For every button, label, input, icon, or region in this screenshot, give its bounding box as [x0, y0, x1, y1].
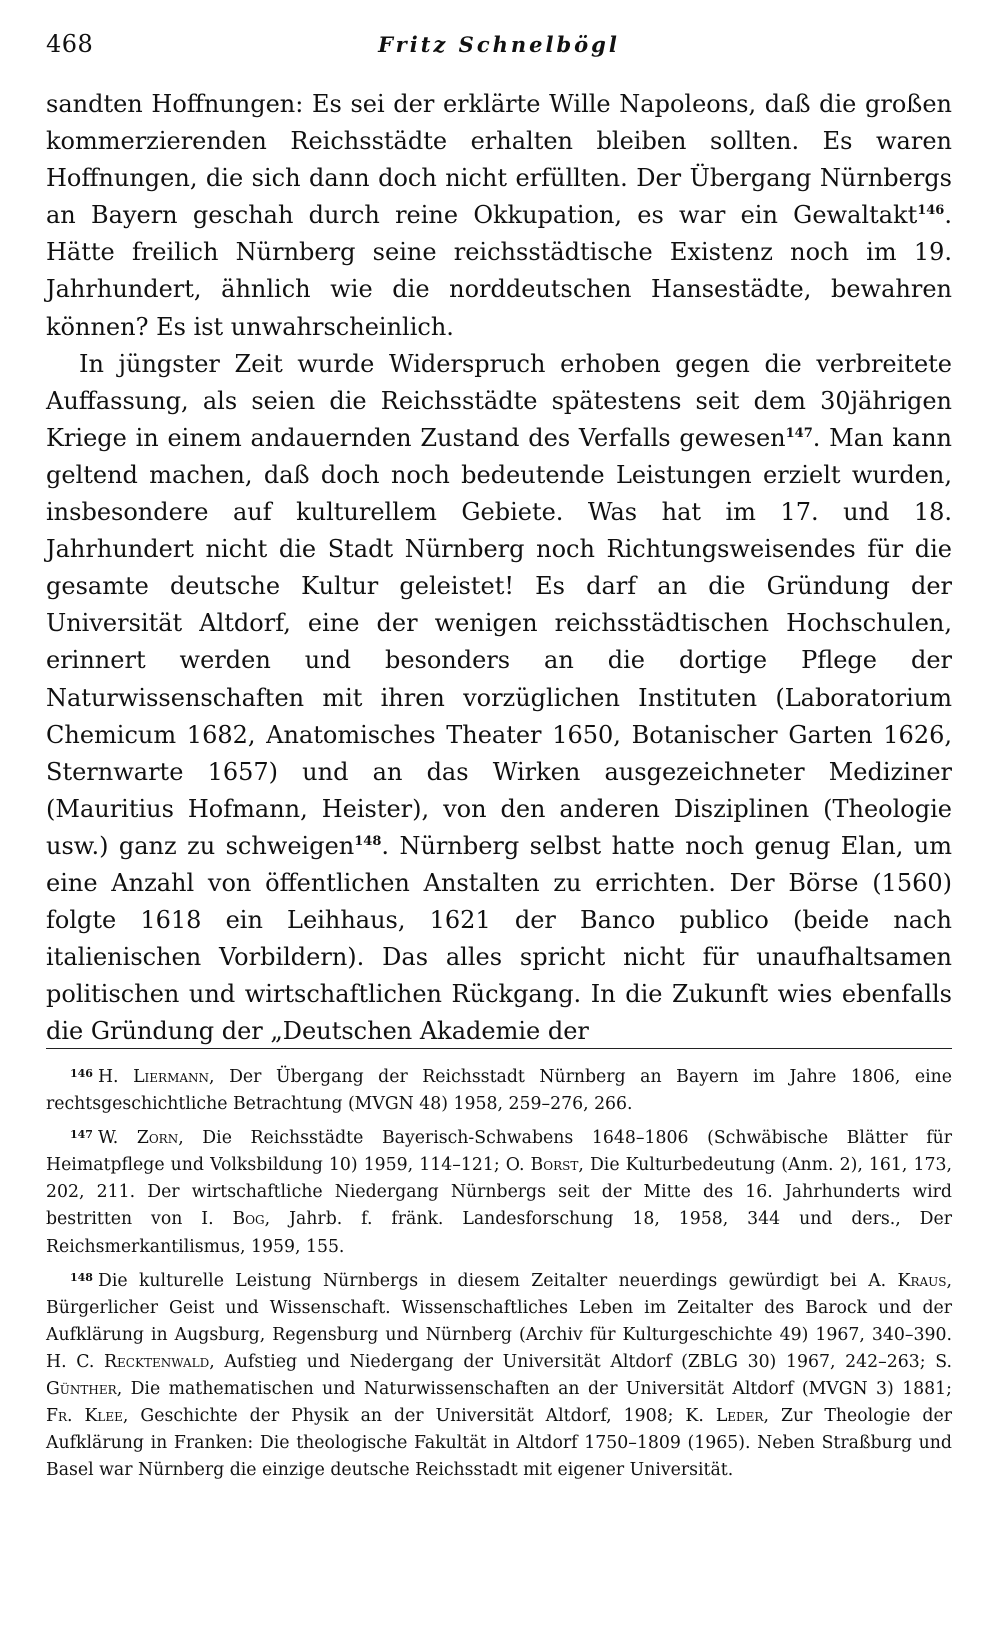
- footnote-text: , Der Übergang der Reichsstadt Nürnberg an Bayern im Jahre 1806, eine rechtsgeschichtliche Betrachtung (MVGN 48) 1958, 259–276, 266.: [46, 1067, 952, 1115]
- footnote-author: Fr. Klee: [46, 1406, 123, 1427]
- paragraph-2: [46, 346, 952, 1051]
- footnote-author: O. Borst: [505, 1155, 579, 1176]
- footnote-text: , Jahrb. f. fränk. Landesforschung 18, 1958, 344 und ders., Der Reichsmerkantilismus, 1959, 155.: [46, 1209, 953, 1257]
- footnote-text: , Die mathematischen und Naturwissenschaften an der Universität Altdorf (MVGN 3) 1881;: [116, 1379, 952, 1400]
- footnote-ref-146[interactable]: 146: [917, 203, 945, 219]
- footnote-author: H. Liermann: [97, 1067, 210, 1087]
- footnote-number: 148: [70, 1270, 93, 1284]
- page-number: 468: [46, 30, 94, 58]
- footnote-text: , Die Reichsstädte Bayerisch-Schwabens 1648–1806 (Schwäbische Blätter für Heimatpflege und Volksbildung 10) 1959, 114–121;: [46, 1128, 952, 1176]
- page-header: [46, 30, 952, 66]
- footnote-147: [46, 1121, 952, 1260]
- paragraph-1: [46, 86, 952, 346]
- footnote-text: , Die Kulturbedeutung (Anm. 2), 161, 173, 202, 211. Der wirtschaftliche Niedergang Nürnbergs seit der Mitte des 16. Jahrhunderts wird bestritten von: [46, 1155, 952, 1230]
- footnote-text: , Zur Theologie der Aufklärung in Franken: Die theologische Fakultät in Altdorf 1750–1809 (1965). Neben Straßburg und Basel war Nürnberg die einzige deutsche Reichsstadt mit eigener Universität.: [46, 1406, 952, 1481]
- footnote-divider: [46, 1048, 952, 1049]
- footnote-text: , Geschichte der Physik an der Universität Altdorf, 1908;: [122, 1406, 686, 1427]
- paragraph-1-text-b: . Hätte freilich Nürnberg seine reichsstädtische Existenz noch im 19. Jahrhundert, ähnlich wie die norddeutschen Hansestädte, bewahren können? Es ist unwahrscheinlich.: [46, 201, 952, 341]
- footnote-number: 146: [70, 1067, 93, 1080]
- paragraph-2-text-b: . Man kann geltend machen, daß doch noch bedeutende Leistungen erzielt wurden, insbesondere auf kulturellem Gebiete. Was hat im 17. und 18. Jahrhundert nicht die Stadt Nürnberg noch Richtungsweisendes für die gesamte deutsche Kultur geleistet! Es darf an die Gründung der Universität Altdorf, eine der wenigen reichsstädtischen Hochschulen, erinnert werden und besonders an die dortige Pflege der Naturwissenschaften mit ihren vorzüglichen Instituten (Laboratorium Chemicum 1682, Anatomisches Theater 1650, Botanischer Garten 1626, Sternwarte 1657) und an das Wirken ausgezeichneter Mediziner (Mauritius Hofmann, Heister), von den anderen Disziplinen (Theologie usw.) ganz zu schweigen: [46, 423, 952, 860]
- footnote-text: , Aufstieg und Niedergang der Universität Altdorf (ZBLG 30) 1967, 242–263;: [209, 1351, 936, 1372]
- footnote-author: A. Kraus: [868, 1270, 947, 1291]
- footnote-text: , Bürgerlicher Geist und Wissenschaft. Wissenschaftliches Leben im Zeitalter des Barock und der Aufklärung in Augsburg, Regensburg und Nürnberg (Archiv für Kulturgeschichte 49) 1967, 340–390.: [46, 1270, 952, 1345]
- footnote-148: [46, 1264, 952, 1485]
- footnote-author: H. C. Recktenwald: [46, 1351, 210, 1372]
- running-head: Fritz Schnelbögl: [378, 32, 620, 57]
- footnote-author: I. Bog: [201, 1209, 265, 1230]
- footnote-ref-147[interactable]: 147: [785, 425, 813, 441]
- footnote-author: K. Leder: [685, 1406, 764, 1427]
- footnote-author: S. Günther: [46, 1351, 952, 1400]
- footnotes: [46, 1060, 952, 1487]
- footnote-number: 147: [70, 1128, 93, 1142]
- footnote-text: Die kulturelle Leistung Nürnbergs in diesem Zeitalter neuerdings gewürdigt bei: [97, 1270, 869, 1291]
- main-text: [46, 86, 952, 1050]
- paragraph-2-text-a: In jüngster Zeit wurde Widerspruch erhoben gegen die verbreitete Auffassung, als seien die Reichsstädte spätestens seit dem 30jährigen Kriege in einem andauernden Zustand des Verfalls gewesen: [46, 349, 952, 452]
- paragraph-2-text-c: . Nürnberg selbst hatte noch genug Elan, um eine Anzahl von öffentlichen Anstalten zu errichten. Der Börse (1560) folgte 1618 ein Leihhaus, 1621 der Banco publico (beide nach italienischen Vorbildern). Das alles spricht nicht für unaufhaltsamen politischen und wirtschaftlichen Rückgang. In die Zukunft wies ebenfalls die Gründung der „Deutschen Akademie der: [46, 831, 952, 1046]
- footnote-author: W. Zorn: [97, 1128, 179, 1149]
- footnote-ref-148[interactable]: 148: [354, 833, 382, 849]
- paragraph-1-text-a: sandten Hoffnungen: Es sei der erklärte Wille Napoleons, daß die großen kommerzierenden Reichsstädte erhalten bleiben sollten. Es waren Hoffnungen, die sich dann doch nicht erfüllten. Der Übergang Nürnbergs an Bayern geschah durch reine Okkupation, es war ein Gewaltakt: [46, 90, 952, 230]
- footnote-146: [46, 1060, 952, 1118]
